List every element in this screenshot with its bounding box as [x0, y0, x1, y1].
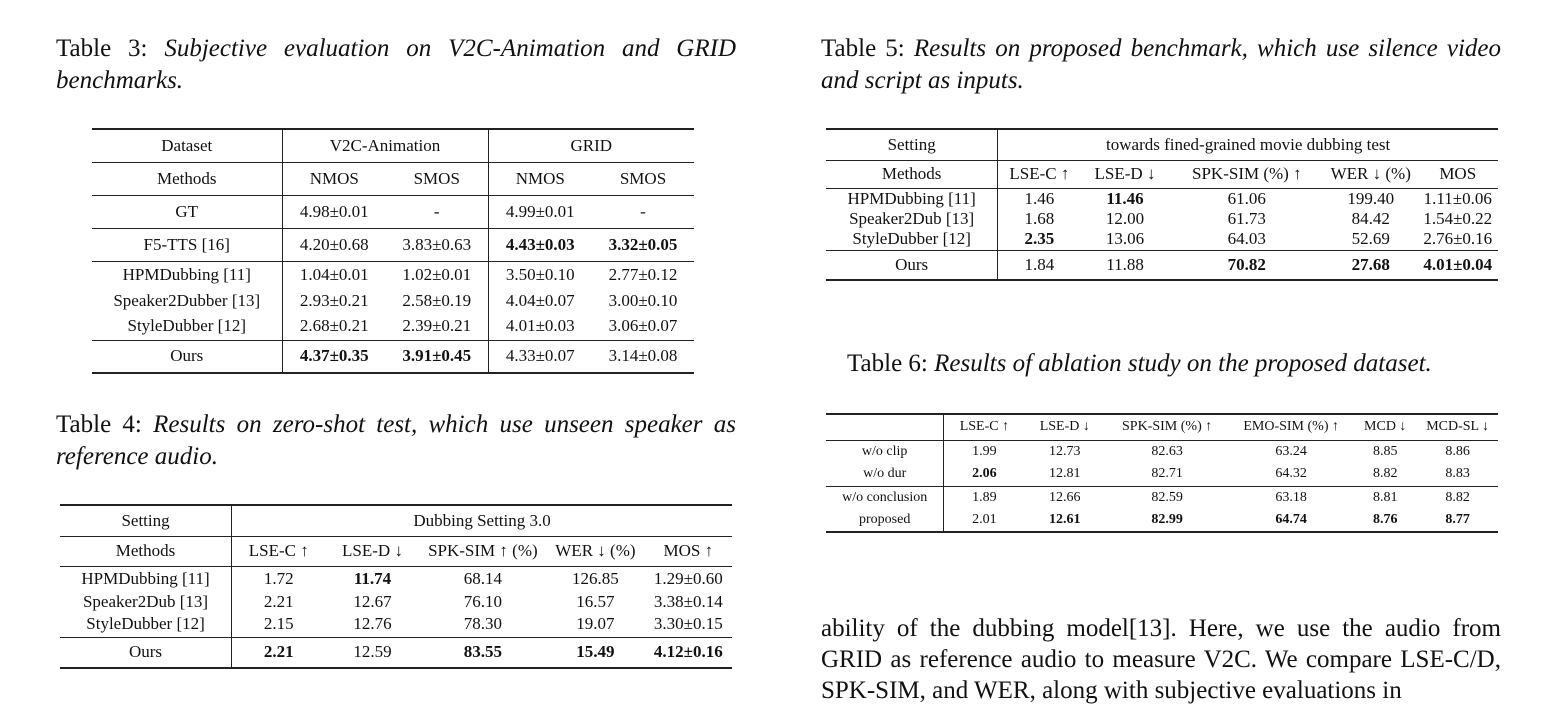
header-cell: towards fined-grained movie dubbing test: [998, 129, 1498, 160]
value-cell: 84.42: [1351, 209, 1390, 228]
header-cell: SMOS: [386, 162, 488, 195]
value-cell-bold: 11.46: [1106, 188, 1144, 208]
value-cell: [1418, 250, 1499, 280]
table-row: [92, 261, 694, 289]
table3-caption: [56, 33, 736, 97]
value-cell: 8.85: [1353, 440, 1417, 463]
header-cell: LSE-C ↑: [944, 414, 1025, 440]
value-cell: 3.14±0.08: [592, 340, 694, 373]
value-cell: 3.83±0.63: [386, 228, 488, 261]
value-cell: 2.93±0.21: [282, 289, 386, 312]
value-cell-bold: 8.77: [1445, 512, 1470, 527]
header-cell: EMO-SIM (%) ↑: [1229, 414, 1353, 440]
value-cell: 2.76±0.16: [1423, 229, 1493, 249]
value-cell: [326, 566, 420, 591]
header-cell: Methods: [92, 162, 282, 195]
header-cell: MOS ↑: [645, 536, 732, 566]
value-cell: [998, 229, 1081, 250]
table6-caption: [847, 348, 1432, 380]
value-cell: 61.73: [1227, 209, 1266, 228]
method-cell: w/o clip: [826, 440, 944, 463]
value-cell: [282, 340, 386, 373]
value-cell: 19.07: [576, 614, 615, 634]
table-row: [60, 612, 732, 637]
value-cell-bold: 27.68: [1351, 254, 1390, 274]
table5-caption-text: Results on proposed benchmark, which use silence video and script as inputs.: [821, 35, 1501, 94]
table3: [92, 128, 694, 374]
value-cell: 13.06: [1105, 229, 1145, 249]
value-cell: [1024, 509, 1105, 532]
value-cell-bold: 70.82: [1227, 254, 1266, 274]
table4-caption-text: Results on zero-shot test, which use unseen speaker as reference audio.: [56, 411, 737, 470]
table5-label: Table 5:: [821, 35, 905, 62]
value-cell: 12.73: [1024, 440, 1105, 463]
value-cell: 2.01: [944, 509, 1025, 532]
value-cell-bold: 12.61: [1049, 512, 1081, 527]
table-row: [60, 591, 732, 612]
value-cell: 1.99: [944, 440, 1025, 463]
table-row: [826, 188, 1498, 209]
table-row: [60, 637, 732, 668]
header-cell: NMOS: [282, 162, 386, 195]
value-cell: 12.66: [1024, 486, 1105, 509]
value-cell: [1080, 188, 1169, 209]
value-cell: 12.67: [353, 591, 392, 611]
header-cell: LSE-C ↑: [232, 536, 326, 566]
value-cell: [386, 340, 488, 373]
value-cell: [944, 463, 1025, 486]
table4-caption: [56, 409, 736, 473]
table-row: [826, 250, 1498, 280]
value-cell: -: [386, 195, 488, 228]
value-cell: 63.24: [1229, 440, 1353, 463]
value-cell: 1.68: [998, 209, 1081, 229]
value-cell: 4.33±0.07: [488, 340, 592, 373]
header-cell: MOS: [1418, 160, 1499, 188]
value-cell: 4.99±0.01: [488, 195, 592, 228]
header-cell: NMOS: [488, 162, 592, 195]
table-row: [826, 509, 1498, 532]
value-cell: 63.18: [1229, 486, 1353, 509]
value-cell: 2.15: [232, 612, 326, 637]
table-row: [826, 209, 1498, 229]
value-cell: [592, 228, 694, 261]
value-cell: 12.59: [326, 637, 420, 668]
value-cell: 1.46: [998, 188, 1081, 209]
value-cell: 82.63: [1105, 440, 1229, 463]
table4: [60, 504, 732, 669]
header-cell: MCD-SL ↓: [1417, 414, 1498, 440]
value-cell: 126.85: [546, 566, 644, 591]
header-cell: SPK-SIM ↑ (%): [419, 536, 546, 566]
value-cell: 76.10: [463, 591, 502, 611]
value-cell: 12.81: [1049, 466, 1081, 482]
method-cell: Speaker2Dubber [13]: [113, 290, 261, 310]
body-paragraph: ability of the dubbing model[13]. Here, we use the audio from GRID as reference audio to measure V2C. We compare LSE-C/D, SPK-SIM, and WER, along with subjective evaluations in: [821, 615, 1501, 704]
value-cell: 8.83: [1445, 466, 1470, 482]
method-cell: proposed: [826, 509, 944, 532]
value-cell: 1.89: [944, 486, 1025, 509]
value-cell: [546, 637, 644, 668]
table-row: [92, 312, 694, 340]
value-cell: 2.39±0.21: [402, 315, 472, 335]
header-cell: GRID: [488, 129, 694, 162]
table-row: [826, 440, 1498, 463]
header-cell: Methods: [60, 536, 232, 566]
value-cell: 2.58±0.19: [402, 290, 472, 310]
header-row: [92, 162, 694, 195]
value-cell: 8.86: [1417, 440, 1498, 463]
value-cell: 3.30±0.15: [653, 614, 723, 634]
method-cell: HPMDubbing [11]: [60, 566, 232, 591]
method-cell: Speaker2Dub [13]: [82, 591, 209, 611]
value-cell-bold: 15.49: [576, 642, 615, 662]
value-cell: 199.40: [1324, 188, 1418, 209]
value-cell: 11.88: [1080, 250, 1169, 280]
value-cell: 8.82: [1417, 486, 1498, 509]
value-cell: [1229, 509, 1353, 532]
header-row: [826, 160, 1498, 188]
value-cell-bold: 83.55: [463, 642, 502, 662]
value-cell-bold: 4.37±0.35: [299, 346, 369, 366]
header-cell: V2C-Animation: [282, 129, 488, 162]
table-row: [92, 195, 694, 228]
value-cell: [488, 228, 592, 261]
value-cell: 68.14: [419, 566, 546, 591]
value-cell-bold: 2.35: [1024, 229, 1055, 249]
table-row: [826, 463, 1498, 486]
table-row: [92, 228, 694, 261]
value-cell: 8.81: [1353, 486, 1417, 509]
method-cell: StyleDubber [12]: [852, 229, 971, 249]
value-cell: 64.03: [1227, 229, 1266, 249]
header-cell: MCD ↓: [1353, 414, 1417, 440]
value-cell-bold: 4.12±0.16: [653, 642, 723, 662]
table-row: [826, 229, 1498, 250]
method-cell: StyleDubber [12]: [86, 614, 205, 634]
method-cell: F5-TTS [16]: [92, 228, 282, 261]
header-cell: Setting: [60, 505, 232, 536]
table-row: [92, 340, 694, 373]
header-cell: LSE-D ↓: [1024, 414, 1105, 440]
value-cell: 1.84: [998, 250, 1081, 280]
value-cell: 1.72: [232, 566, 326, 591]
header-cell: Setting: [826, 129, 998, 160]
table6: [826, 413, 1498, 533]
header-cell: SPK-SIM (%) ↑: [1170, 160, 1324, 188]
value-cell: [1170, 250, 1324, 280]
header-row: [60, 505, 732, 536]
table5: [826, 128, 1498, 281]
method-cell: w/o conclusion: [826, 486, 944, 509]
value-cell: 1.02±0.01: [386, 261, 488, 289]
value-cell: [1353, 509, 1417, 532]
header-row: [826, 414, 1498, 440]
value-cell: [232, 637, 326, 668]
value-cell: [1105, 509, 1229, 532]
table3-caption-text: Subjective evaluation on V2C-Animation and GRID benchmarks.: [56, 35, 737, 94]
value-cell: [419, 637, 546, 668]
value-cell: [645, 637, 732, 668]
value-cell-bold: 2.21: [263, 642, 294, 662]
value-cell-bold: 2.06: [972, 466, 997, 482]
value-cell-bold: 3.32±0.05: [608, 234, 678, 254]
value-cell: 1.11±0.06: [1418, 188, 1499, 209]
value-cell: 12.76: [353, 614, 392, 634]
method-cell: HPMDubbing [11]: [92, 261, 282, 289]
value-cell: 1.04±0.01: [282, 261, 386, 289]
header-cell: LSE-C ↑: [998, 160, 1081, 188]
header-row: [60, 536, 732, 566]
value-cell: 3.06±0.07: [608, 315, 678, 335]
table-row: [826, 486, 1498, 509]
value-cell: 1.29±0.60: [645, 566, 732, 591]
value-cell: 4.01±0.03: [488, 312, 592, 340]
header-cell: SPK-SIM (%) ↑: [1105, 414, 1229, 440]
table6-caption-text: Results of ablation study on the proposed dataset.: [934, 350, 1432, 377]
header-cell: LSE-D ↓: [1080, 160, 1169, 188]
value-cell: 61.06: [1170, 188, 1324, 209]
value-cell-bold: 3.91±0.45: [402, 346, 472, 366]
value-cell: 82.71: [1151, 466, 1183, 482]
value-cell: 2.68±0.21: [282, 312, 386, 340]
method-cell: Ours: [92, 340, 282, 373]
header-cell: WER ↓ (%): [1324, 160, 1418, 188]
method-cell: Ours: [60, 637, 232, 668]
value-cell: [1417, 509, 1498, 532]
header-cell: Dubbing Setting 3.0: [232, 505, 732, 536]
header-cell: SMOS: [592, 162, 694, 195]
value-cell: 82.59: [1105, 486, 1229, 509]
value-cell-bold: 11.74: [353, 568, 392, 588]
header-row: [826, 129, 1498, 160]
value-cell-bold: 82.99: [1151, 512, 1183, 527]
table6-label: Table 6:: [847, 350, 928, 377]
method-cell: GT: [92, 195, 282, 228]
table3-label: Table 3:: [56, 35, 148, 62]
value-cell: -: [592, 195, 694, 228]
method-cell: Ours: [826, 250, 998, 280]
value-cell-bold: 4.43±0.03: [505, 234, 575, 254]
value-cell: 52.69: [1351, 229, 1390, 249]
method-cell: StyleDubber [12]: [127, 315, 246, 335]
value-cell-bold: 4.01±0.04: [1423, 254, 1493, 274]
value-cell: 64.32: [1275, 466, 1307, 482]
value-cell: 2.21: [232, 591, 326, 612]
value-cell: 8.82: [1372, 466, 1398, 482]
value-cell: 4.20±0.68: [282, 228, 386, 261]
value-cell: 3.00±0.10: [608, 290, 678, 310]
header-cell: Methods: [826, 160, 998, 188]
method-cell: HPMDubbing [11]: [826, 188, 998, 209]
table4-label: Table 4:: [56, 411, 142, 438]
header-cell: LSE-D ↓: [326, 536, 420, 566]
header-row: [92, 129, 694, 162]
value-cell: 78.30: [463, 614, 502, 634]
value-cell: [1324, 250, 1418, 280]
value-cell: 16.57: [576, 591, 615, 611]
value-cell: 2.77±0.12: [592, 261, 694, 289]
value-cell: 4.98±0.01: [282, 195, 386, 228]
value-cell: 4.04±0.07: [488, 289, 592, 312]
value-cell: 3.38±0.14: [653, 591, 723, 611]
value-cell: 1.54±0.22: [1423, 209, 1493, 228]
value-cell-bold: 8.76: [1372, 512, 1398, 527]
header-cell: [826, 414, 944, 440]
method-cell: w/o dur: [863, 466, 907, 482]
header-cell: Dataset: [92, 129, 282, 162]
table-row: [60, 566, 732, 591]
value-cell: 12.00: [1105, 209, 1145, 228]
value-cell: 3.50±0.10: [488, 261, 592, 289]
table-row: [92, 289, 694, 312]
table5-caption: [821, 33, 1501, 97]
method-cell: Speaker2Dub [13]: [849, 209, 975, 228]
header-cell: WER ↓ (%): [546, 536, 644, 566]
value-cell-bold: 64.74: [1275, 512, 1307, 527]
